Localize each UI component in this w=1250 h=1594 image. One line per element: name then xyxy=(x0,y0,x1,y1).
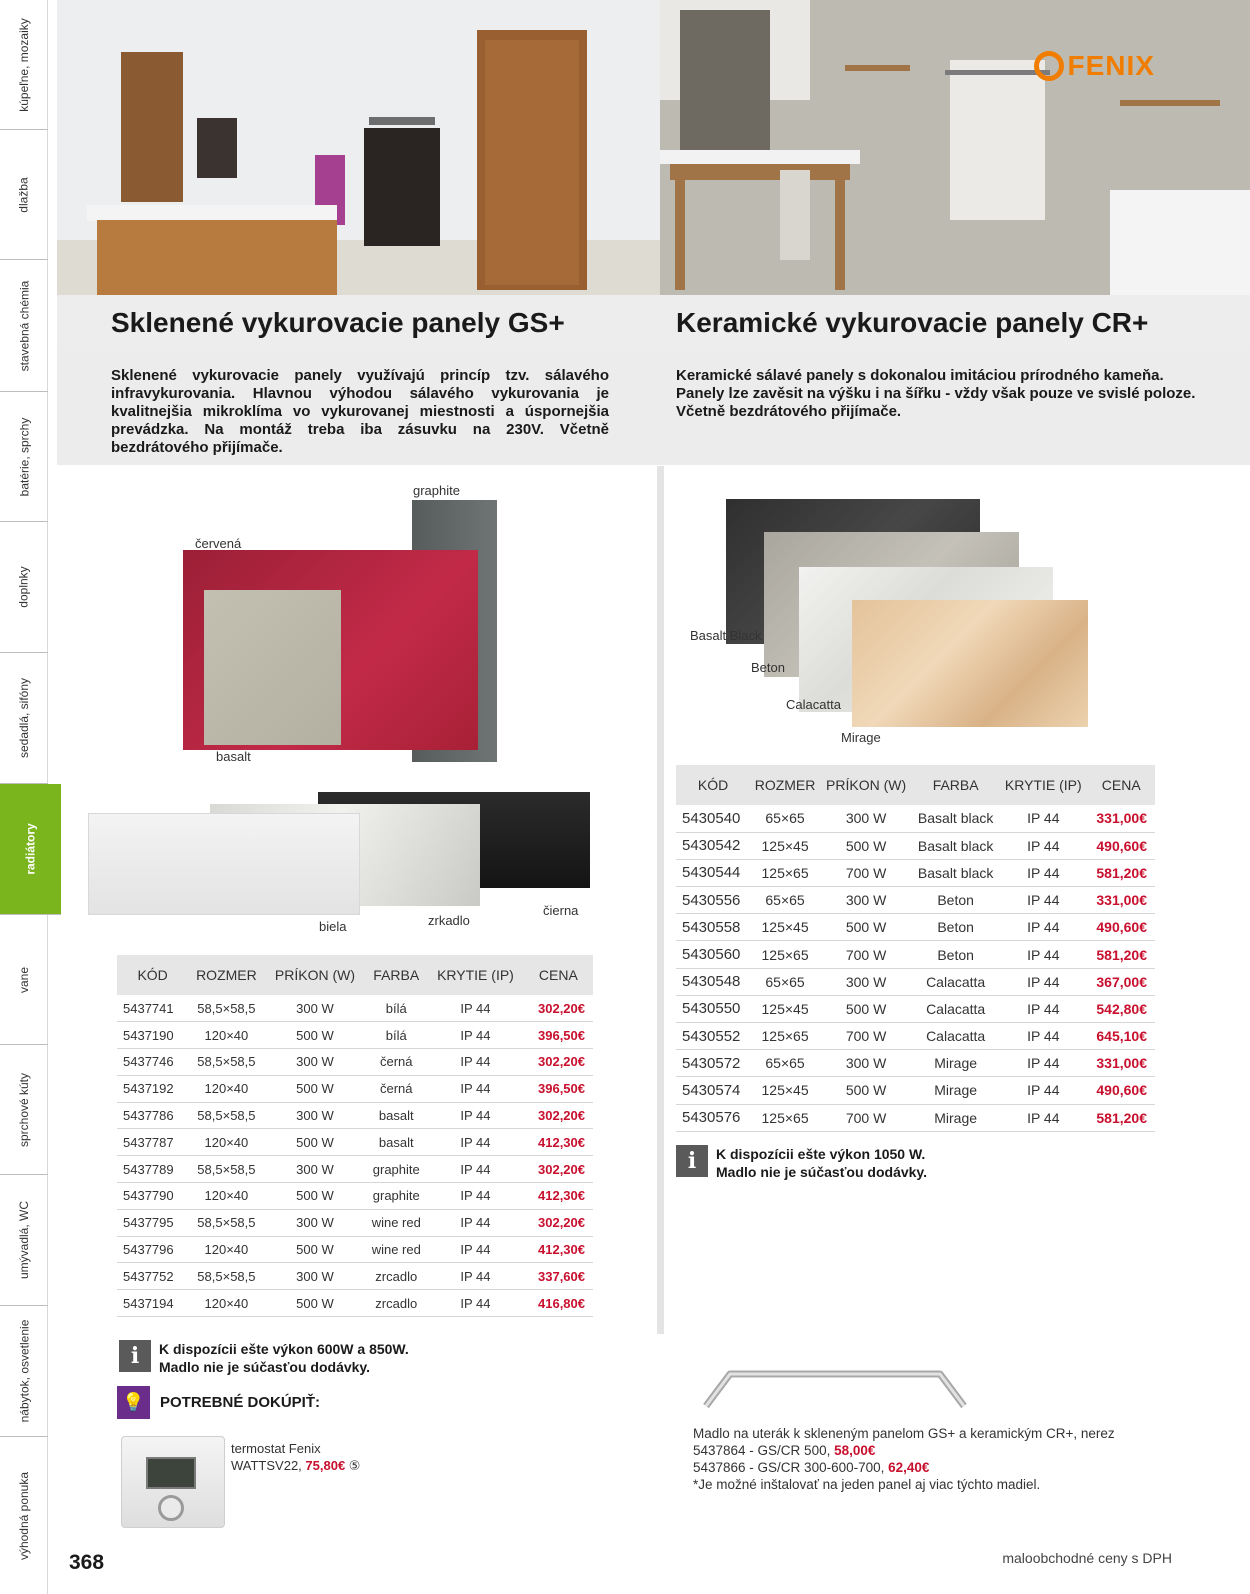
cr-price-table xyxy=(676,765,1155,1132)
table-row xyxy=(117,1075,593,1102)
side-tab-vyhodna-ponuka[interactable]: výhodná ponuka xyxy=(17,1471,32,1560)
cell-price: 331,00€ xyxy=(1087,1050,1155,1077)
cell-code: 5437789 xyxy=(117,1156,188,1183)
table-row xyxy=(117,1102,593,1129)
table-row xyxy=(676,859,1155,886)
cr-header xyxy=(660,295,1250,345)
cell-color: Calacatta xyxy=(912,995,999,1022)
cell-power: 300 W xyxy=(820,887,912,914)
table-row xyxy=(676,968,1155,995)
table-row xyxy=(676,805,1155,832)
cell-price: 490,60€ xyxy=(1087,832,1155,859)
label-biela: biela xyxy=(319,919,347,934)
cell-code: 5437741 xyxy=(117,995,188,1022)
cell-size: 120×40 xyxy=(188,1129,264,1156)
buy-more-title: POTREBNÉ DOKÚPIŤ: xyxy=(160,1394,321,1411)
thermostat-info: termostat Fenix WATTSV22, 75,80€ ⑤ xyxy=(231,1441,361,1473)
cell-code: 5430576 xyxy=(676,1104,750,1131)
table-row xyxy=(117,1263,593,1290)
side-tab-kupelne[interactable]: kúpeľne, mozaiky xyxy=(0,0,48,130)
cell-code: 5437752 xyxy=(117,1263,188,1290)
cell-ip: IP 44 xyxy=(999,805,1087,832)
cell-power: 500 W xyxy=(265,1236,366,1263)
cell-color: Beton xyxy=(912,914,999,941)
table-row xyxy=(117,1049,593,1076)
gs-col-rozmer: ROZMER xyxy=(188,955,264,995)
thermostat-screen xyxy=(146,1457,196,1489)
cell-price: 490,60€ xyxy=(1087,1077,1155,1104)
gs-price-table xyxy=(117,955,593,1317)
bathroom-photo-glass xyxy=(57,0,660,295)
cell-code: 5430540 xyxy=(676,805,750,832)
cell-code: 5437795 xyxy=(117,1209,188,1236)
cell-power: 700 W xyxy=(820,941,912,968)
cell-price: 412,30€ xyxy=(524,1183,593,1210)
cell-price: 302,20€ xyxy=(524,1102,593,1129)
cell-price: 412,30€ xyxy=(524,1236,593,1263)
cell-size: 120×40 xyxy=(188,1183,264,1210)
cell-ip: IP 44 xyxy=(427,1102,524,1129)
cell-power: 500 W xyxy=(820,832,912,859)
cell-ip: IP 44 xyxy=(999,1077,1087,1104)
cell-size: 58,5×58,5 xyxy=(188,1263,264,1290)
label-beton: Beton xyxy=(751,660,785,675)
cell-size: 120×40 xyxy=(188,1022,264,1049)
gs-table-body xyxy=(117,995,593,1317)
cell-size: 125×65 xyxy=(750,859,820,886)
fenix-logo: FENIX xyxy=(1034,50,1155,82)
cr-col-farba: FARBA xyxy=(912,765,999,805)
cell-power: 300 W xyxy=(265,1156,366,1183)
cell-power: 300 W xyxy=(820,968,912,995)
table-row xyxy=(676,832,1155,859)
cell-color: Basalt black xyxy=(912,859,999,886)
gs-info-note: i K dispozícii ešte výkon 600W a 850W. Madlo nie je súčasťou dodávky. xyxy=(119,1340,409,1376)
table-row xyxy=(676,1077,1155,1104)
table-row xyxy=(676,1023,1155,1050)
table-row xyxy=(676,1104,1155,1131)
sample-biela xyxy=(88,813,360,915)
cell-size: 125×65 xyxy=(750,1023,820,1050)
cell-ip: IP 44 xyxy=(999,887,1087,914)
bathroom-photo-ceramic xyxy=(660,0,1250,295)
cr-title: Keramické vykurovacie panely CR+ xyxy=(676,307,1149,338)
cell-color: wine red xyxy=(365,1209,427,1236)
cell-size: 120×40 xyxy=(188,1290,264,1317)
sample-mirage xyxy=(852,600,1088,727)
cr-col-prikon: PRÍKON (W) xyxy=(820,765,912,805)
cell-price: 396,50€ xyxy=(524,1022,593,1049)
cell-color: černá xyxy=(365,1049,427,1076)
cell-power: 500 W xyxy=(265,1129,366,1156)
gs-col-kod: KÓD xyxy=(117,955,188,995)
side-nav xyxy=(0,0,48,1594)
cell-ip: IP 44 xyxy=(427,1049,524,1076)
cell-power: 700 W xyxy=(820,1023,912,1050)
cell-ip: IP 44 xyxy=(999,941,1087,968)
table-row xyxy=(676,941,1155,968)
cell-size: 125×65 xyxy=(750,941,820,968)
sample-basalt xyxy=(204,590,341,745)
label-basalt: basalt xyxy=(216,749,251,764)
towel-handle-image xyxy=(700,1366,970,1416)
cell-ip: IP 44 xyxy=(427,1290,524,1317)
cell-power: 500 W xyxy=(820,995,912,1022)
fenix-logo-icon xyxy=(1034,51,1064,81)
cell-price: 337,60€ xyxy=(524,1263,593,1290)
cell-ip: IP 44 xyxy=(427,1236,524,1263)
cell-size: 125×45 xyxy=(750,914,820,941)
cell-power: 500 W xyxy=(265,1075,366,1102)
cell-code: 5430556 xyxy=(676,887,750,914)
gs-col-cena: CENA xyxy=(524,955,593,995)
cell-size: 65×65 xyxy=(750,805,820,832)
cell-color: Basalt black xyxy=(912,832,999,859)
cell-ip: IP 44 xyxy=(999,859,1087,886)
cell-color: graphite xyxy=(365,1156,427,1183)
cell-price: 302,20€ xyxy=(524,995,593,1022)
cell-color: basalt xyxy=(365,1129,427,1156)
cell-power: 700 W xyxy=(820,1104,912,1131)
cell-ip: IP 44 xyxy=(999,1023,1087,1050)
info-icon: i xyxy=(119,1340,151,1372)
cell-code: 5430544 xyxy=(676,859,750,886)
cell-price: 302,20€ xyxy=(524,1209,593,1236)
cell-price: 490,60€ xyxy=(1087,914,1155,941)
info-icon: i xyxy=(676,1145,708,1177)
side-tab-sedadla[interactable]: sedadlá, sifóny xyxy=(0,653,48,784)
side-tab-nabytok[interactable]: nábytok, osvetlenie xyxy=(0,1306,48,1437)
cr-col-kod: KÓD xyxy=(676,765,750,805)
gs-col-prikon: PRÍKON (W) xyxy=(265,955,366,995)
cell-power: 500 W xyxy=(265,1022,366,1049)
side-tab-doplnky[interactable]: doplnky xyxy=(0,522,48,653)
side-tab-stavebna-chemia[interactable]: stavebná chémia xyxy=(0,260,48,392)
label-calacatta: Calacatta xyxy=(786,697,841,712)
cell-price: 412,30€ xyxy=(524,1129,593,1156)
cell-power: 700 W xyxy=(820,859,912,886)
handle-info: Madlo na uterák k skleneným panelom GS+ a keramickým CR+, nerez 5437864 - GS/CR 500, 58,00€ 5437866 - GS/CR 300-600-700, 62,40€ *Je možné inštalovať na jeden panel aj viac týchto madiel. xyxy=(693,1426,1115,1492)
cell-color: Basalt black xyxy=(912,805,999,832)
cell-color: wine red xyxy=(365,1236,427,1263)
gs-col-krytie: KRYTIE (IP) xyxy=(427,955,524,995)
cell-size: 65×65 xyxy=(750,887,820,914)
label-zrkadlo: zrkadlo xyxy=(428,913,470,928)
cell-ip: IP 44 xyxy=(427,1209,524,1236)
cell-price: 581,20€ xyxy=(1087,1104,1155,1131)
cell-power: 500 W xyxy=(265,1290,366,1317)
cell-ip: IP 44 xyxy=(999,995,1087,1022)
table-row xyxy=(117,1209,593,1236)
cell-code: 5430572 xyxy=(676,1050,750,1077)
cell-code: 5437790 xyxy=(117,1183,188,1210)
cr-col-rozmer: ROZMER xyxy=(750,765,820,805)
cell-size: 65×65 xyxy=(750,1050,820,1077)
cell-color: Calacatta xyxy=(912,1023,999,1050)
cell-price: 581,20€ xyxy=(1087,941,1155,968)
table-row xyxy=(676,887,1155,914)
cell-code: 5437190 xyxy=(117,1022,188,1049)
cell-ip: IP 44 xyxy=(427,1075,524,1102)
cell-power: 300 W xyxy=(265,1049,366,1076)
cell-price: 581,20€ xyxy=(1087,859,1155,886)
cell-color: Calacatta xyxy=(912,968,999,995)
cell-size: 58,5×58,5 xyxy=(188,1156,264,1183)
cell-color: basalt xyxy=(365,1102,427,1129)
table-row xyxy=(117,1236,593,1263)
cell-power: 300 W xyxy=(820,805,912,832)
cell-color: Mirage xyxy=(912,1104,999,1131)
cell-price: 302,20€ xyxy=(524,1156,593,1183)
cell-size: 120×40 xyxy=(188,1236,264,1263)
cell-power: 300 W xyxy=(265,1209,366,1236)
label-basalt-black: Basalt Black xyxy=(690,628,762,643)
label-mirage: Mirage xyxy=(841,730,881,745)
cell-price: 367,00€ xyxy=(1087,968,1155,995)
cell-size: 125×65 xyxy=(750,1104,820,1131)
cell-ip: IP 44 xyxy=(427,1129,524,1156)
cell-price: 416,80€ xyxy=(524,1290,593,1317)
cell-price: 302,20€ xyxy=(524,1049,593,1076)
cell-power: 500 W xyxy=(265,1183,366,1210)
side-tab-radiatory[interactable]: radiátory xyxy=(0,784,61,915)
cell-code: 5430574 xyxy=(676,1077,750,1104)
side-tab-dlazba[interactable]: dlažba xyxy=(0,130,48,260)
table-row xyxy=(117,1022,593,1049)
cell-ip: IP 44 xyxy=(999,914,1087,941)
table-row xyxy=(117,1183,593,1210)
table-row xyxy=(117,1290,593,1317)
cell-ip: IP 44 xyxy=(427,1156,524,1183)
cell-code: 5437786 xyxy=(117,1102,188,1129)
table-row xyxy=(117,1156,593,1183)
cell-color: Mirage xyxy=(912,1077,999,1104)
cell-power: 500 W xyxy=(820,1077,912,1104)
cell-code: 5437192 xyxy=(117,1075,188,1102)
cell-color: černá xyxy=(365,1075,427,1102)
cell-code: 5437746 xyxy=(117,1049,188,1076)
cell-power: 300 W xyxy=(820,1050,912,1077)
label-cervena: červená xyxy=(195,536,242,551)
cell-code: 5430560 xyxy=(676,941,750,968)
cr-col-cena: CENA xyxy=(1087,765,1155,805)
column-divider xyxy=(657,466,664,1334)
cell-code: 5437787 xyxy=(117,1129,188,1156)
cell-color: Mirage xyxy=(912,1050,999,1077)
side-tab-umyvadla[interactable]: umývadlá, WC xyxy=(0,1175,48,1306)
cell-size: 125×45 xyxy=(750,1077,820,1104)
thermostat-dial xyxy=(158,1495,184,1521)
cell-code: 5430542 xyxy=(676,832,750,859)
buy-more-section xyxy=(117,1386,320,1419)
cell-price: 331,00€ xyxy=(1087,887,1155,914)
cell-price: 542,80€ xyxy=(1087,995,1155,1022)
cell-code: 5430548 xyxy=(676,968,750,995)
cell-power: 300 W xyxy=(265,995,366,1022)
cell-ip: IP 44 xyxy=(427,1022,524,1049)
cell-power: 300 W xyxy=(265,1263,366,1290)
cell-color: Beton xyxy=(912,941,999,968)
footer-note: maloobchodné ceny s DPH xyxy=(1002,1550,1172,1566)
cell-size: 65×65 xyxy=(750,968,820,995)
cell-ip: IP 44 xyxy=(427,1263,524,1290)
cell-size: 120×40 xyxy=(188,1075,264,1102)
cell-color: zrcadlo xyxy=(365,1290,427,1317)
gs-header xyxy=(57,295,660,345)
cell-ip: IP 44 xyxy=(999,1050,1087,1077)
cr-description: Keramické sálavé panely s dokonalou imitáciou prírodného kameňa. Panely lze zavěsit na výšku i na šířku - vždy však pouze ve svislé poloze. Včetně bezdrátového přijímače. xyxy=(676,367,1196,420)
cell-price: 396,50€ xyxy=(524,1075,593,1102)
cell-ip: IP 44 xyxy=(999,1104,1087,1131)
table-row xyxy=(117,995,593,1022)
cell-code: 5430550 xyxy=(676,995,750,1022)
cell-ip: IP 44 xyxy=(999,832,1087,859)
cr-table-body xyxy=(676,805,1155,1131)
table-row xyxy=(117,1129,593,1156)
cell-ip: IP 44 xyxy=(427,1183,524,1210)
side-tab-baterie[interactable]: batérie, sprchy xyxy=(0,392,48,522)
table-row xyxy=(676,995,1155,1022)
gs-title: Sklenené vykurovacie panely GS+ xyxy=(111,307,565,338)
cell-size: 125×45 xyxy=(750,995,820,1022)
cell-code: 5437194 xyxy=(117,1290,188,1317)
cr-info-note: i K dispozícii ešte výkon 1050 W. Madlo nie je súčasťou dodávky. xyxy=(676,1145,927,1181)
gs-description: Sklenené vykurovacie panely využívajú princíp tzv. sálavého infravykurovania. Hlavnou výhodou sálavého vykurovania je kvalitnejšia mikroklíma vo vykurovanej miestnosti a úspornejšia prevádzka. Na montáž treba iba zásuvku na 230V. Včetně bezdrátového přijímače. xyxy=(111,367,609,456)
cell-size: 58,5×58,5 xyxy=(188,1049,264,1076)
thermostat-image xyxy=(121,1436,225,1528)
table-row xyxy=(676,914,1155,941)
cell-power: 300 W xyxy=(265,1102,366,1129)
cell-size: 58,5×58,5 xyxy=(188,1209,264,1236)
cell-ip: IP 44 xyxy=(999,968,1087,995)
side-tab-vane[interactable]: vane xyxy=(0,915,48,1045)
cell-color: graphite xyxy=(365,1183,427,1210)
lightbulb-icon: 💡 xyxy=(117,1386,150,1419)
cell-color: zrcadlo xyxy=(365,1263,427,1290)
cell-ip: IP 44 xyxy=(427,995,524,1022)
cell-price: 331,00€ xyxy=(1087,805,1155,832)
gs-col-farba: FARBA xyxy=(365,955,427,995)
label-graphite: graphite xyxy=(413,483,460,498)
cell-price: 645,10€ xyxy=(1087,1023,1155,1050)
cell-power: 500 W xyxy=(820,914,912,941)
table-row xyxy=(676,1050,1155,1077)
cell-size: 58,5×58,5 xyxy=(188,995,264,1022)
side-tab-sprchove-kuty[interactable]: sprchové kúty xyxy=(0,1045,48,1175)
cell-size: 125×45 xyxy=(750,832,820,859)
cell-color: bílá xyxy=(365,1022,427,1049)
cell-color: bílá xyxy=(365,995,427,1022)
cell-code: 5430558 xyxy=(676,914,750,941)
cell-size: 58,5×58,5 xyxy=(188,1102,264,1129)
page-number: 368 xyxy=(69,1551,105,1574)
label-cierna: čierna xyxy=(543,903,579,918)
cr-col-krytie: KRYTIE (IP) xyxy=(999,765,1087,805)
cell-color: Beton xyxy=(912,887,999,914)
cell-code: 5430552 xyxy=(676,1023,750,1050)
cell-code: 5437796 xyxy=(117,1236,188,1263)
